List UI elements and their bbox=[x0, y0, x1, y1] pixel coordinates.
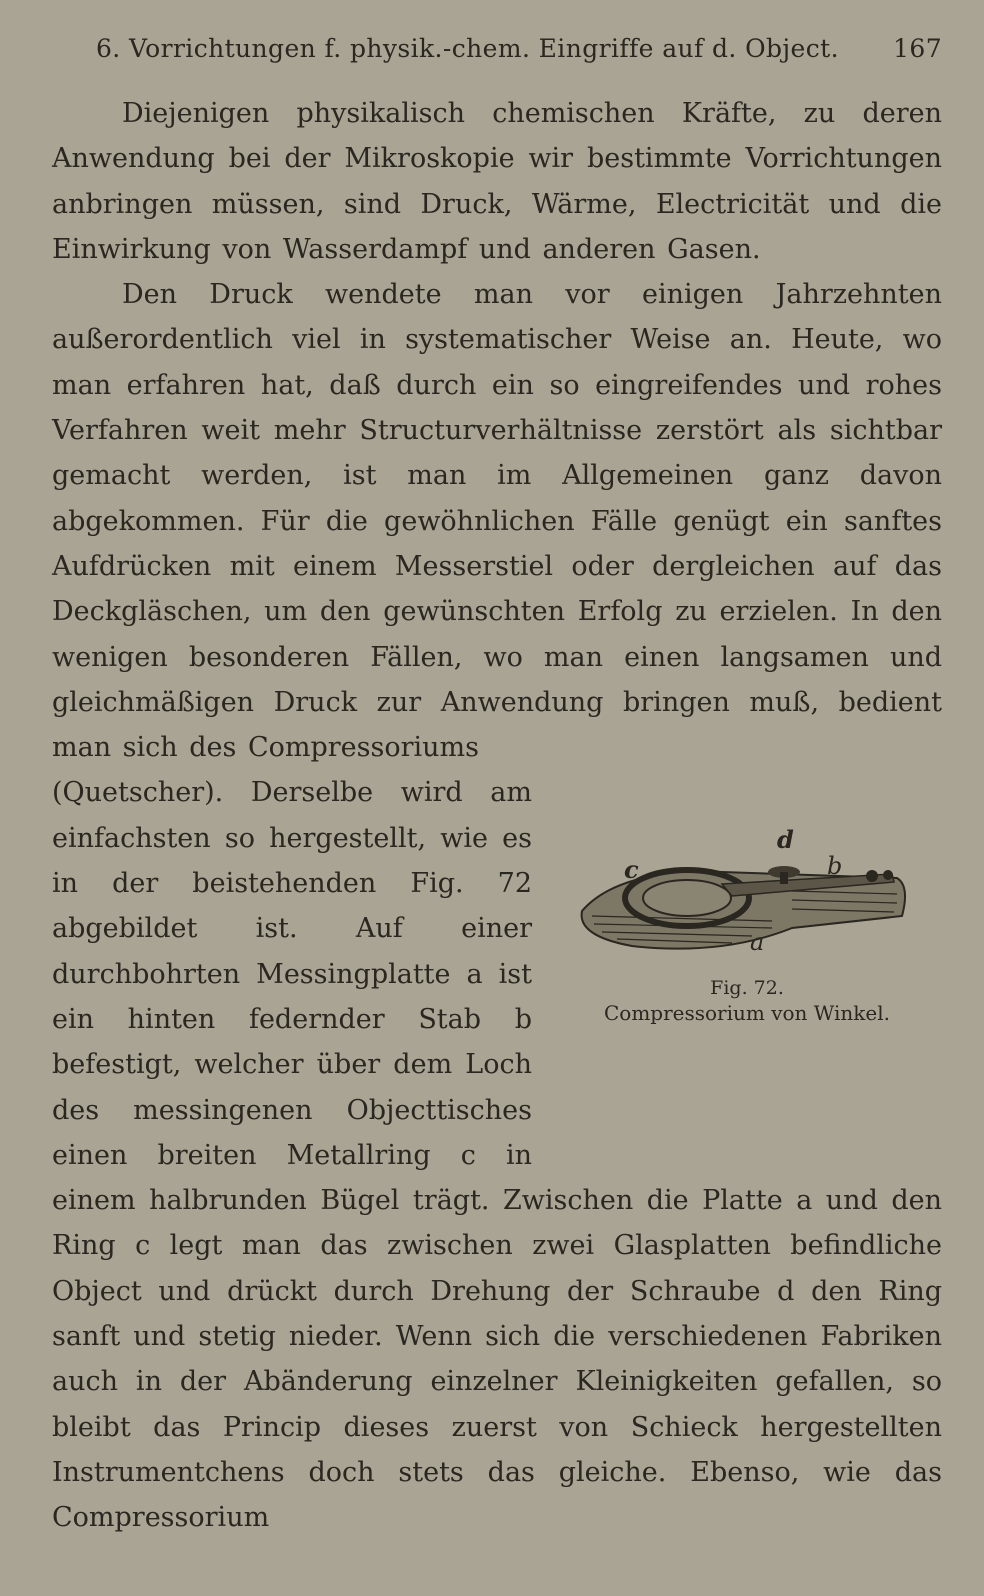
figure-72 bbox=[552, 816, 942, 1156]
page-number: 167 bbox=[893, 34, 942, 63]
figure-number: Fig. 72. bbox=[710, 977, 784, 1000]
label-d: d bbox=[777, 825, 794, 855]
label-c: c bbox=[624, 855, 639, 885]
paragraph-pressure bbox=[52, 272, 942, 770]
paragraph-pressure-block bbox=[52, 272, 942, 1540]
label-b: b bbox=[827, 852, 843, 881]
label-a: a bbox=[750, 928, 765, 957]
paragraph-compressorium: (Quetscher). Derselbe wird am einfachsten so hergestellt, wie es in der beistehenden Fig. 72 abgebildet ist. Auf einer durchbohrten Messingplatte a ist ein hinten federnder Stab b befestigt, welcher über dem Loch des messingenen Objecttisches einen breiten Metallring c in einem halbrunden Bügel trägt. Zwischen die Platte a und den Ring c legt man das zwischen zwei Glasplatten befindliche Object und drückt durch Drehung der Schraube d den Ring sanft und stetig nieder. Wenn sich die verschiedenen Fabriken auch in der Abänderung einzelner Kleinigkeiten gefallen, so bleibt das Princip dieses zuerst von Schieck hergestellten Instrumentchens doch stets das gleiche. Ebenso, wie das Compressorium bbox=[52, 777, 942, 1534]
compressorium-illustration bbox=[572, 816, 922, 966]
paragraph-forces: Diejenigen physikalisch chemischen Kräfte, zu deren Anwendung bei der Mikroskopie wir bestimmte Vorrichtungen anbringen müssen, sind Druck, Wärme, Electricität und die Einwirkung von Wasserdampf und anderen Gasen. bbox=[52, 98, 942, 265]
running-head bbox=[52, 34, 942, 63]
paragraph-pressure-text: Den Druck wendete man vor einigen Jahrzehnten außerordentlich viel in systematischer Weise an. Heute, wo man erfahren hat, daß durch ein so eingreifendes und rohes Verfahren weit mehr Structurverhältnisse zerstört als sichtbar gemacht werden, ist man im Allgemeinen ganz davon abgekommen. Für die gewöhnlichen Fälle genügt ein sanftes Aufdrücken mit einem Messerstiel oder dergleichen auf das Deckgläschen, um den gewünschten Erfolg zu erzielen. In den wenigen besonderen Fällen, wo man einen langsamen und gleichmäßigen Druck zur Anwendung bringen muß, bedient man sich des Compressoriums bbox=[52, 279, 942, 764]
running-title: 6. Vorrichtungen f. physik.-chem. Eingriffe auf d. Object. bbox=[96, 34, 839, 63]
figure-caption: Compressorium von Winkel. bbox=[603, 1001, 890, 1026]
